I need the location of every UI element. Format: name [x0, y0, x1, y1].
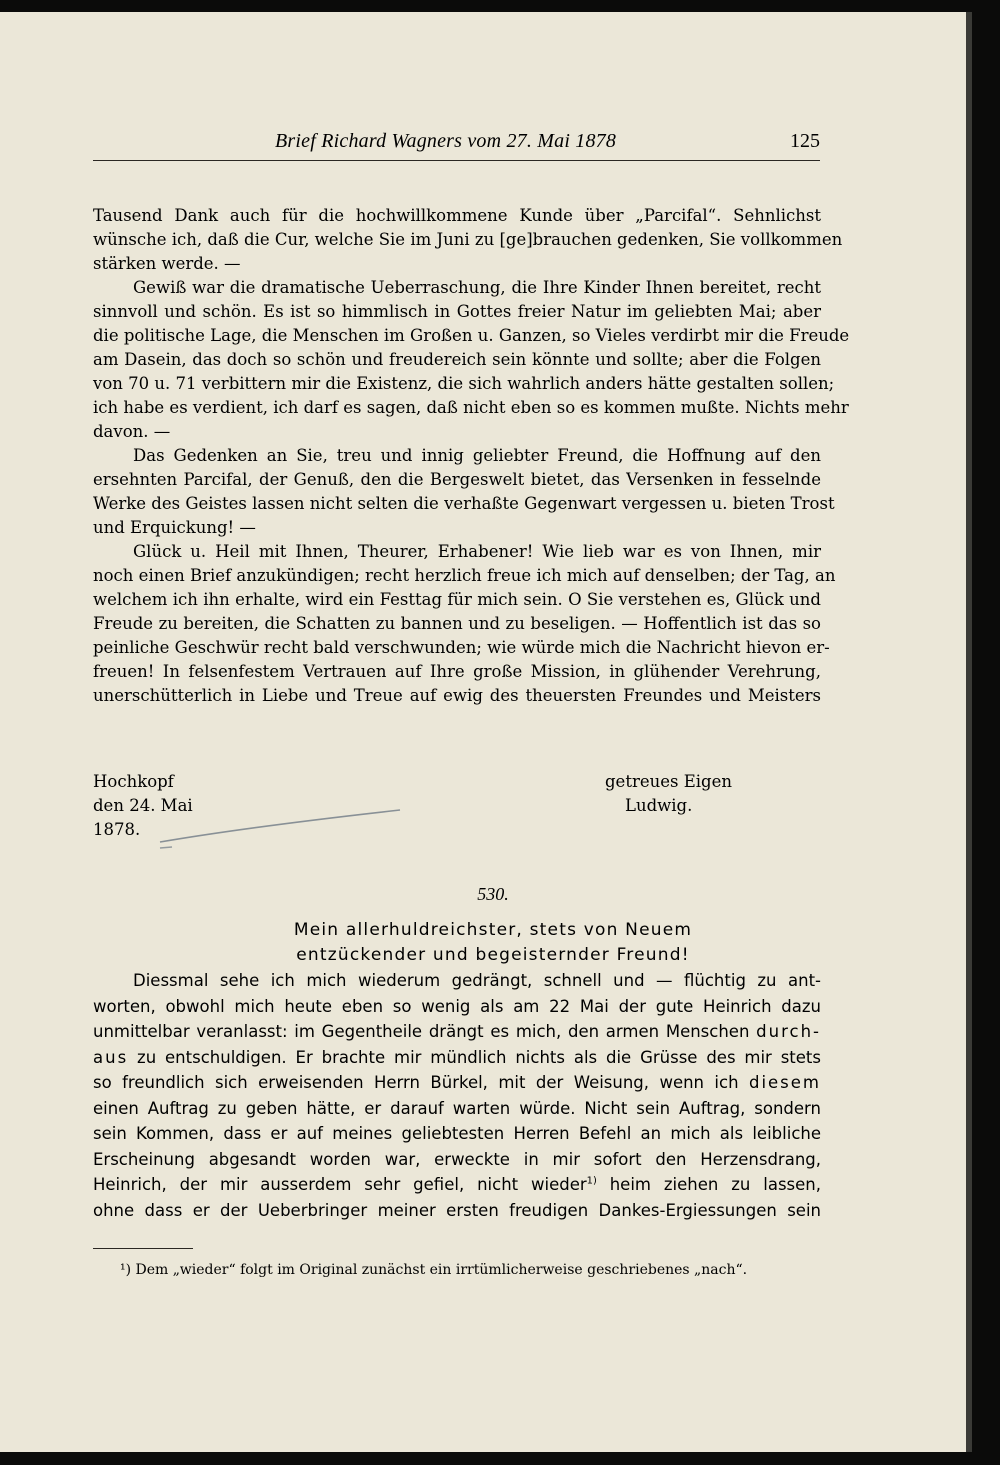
text-run: zu entschuldigen. Er brachte mir mündlich nichts als die Grüsse des mir stets [128, 1047, 821, 1067]
text-line [93, 1147, 821, 1173]
letter-530-body [93, 968, 821, 1223]
text-line: wünsche ich, daß die Cur, welche Sie im Juni zu [ge]brauchen gedenken, Sie vollkommen [93, 230, 843, 249]
text-line: davon. — [93, 422, 171, 441]
text-run: worten, obwohl mich heute eben so wenig als am 22 Mai der gute Heinrich dazu [93, 996, 821, 1016]
salutation-line-1: Mein allerhuldreichster, stets von Neuem [293, 920, 693, 940]
text-run: unmittelbar veranlasst: im Gegentheile drängt es mich, den armen Menschen [93, 1022, 757, 1041]
place: Hochkopf [93, 772, 174, 791]
running-title: Brief Richard Wagners vom 27. Mai 1878 [275, 130, 617, 152]
running-header [93, 126, 820, 161]
footnote-text: Dem „wieder“ folgt im Original zunächst ein irrtümlicherweise geschriebenes „nach“. [135, 1262, 748, 1278]
text-line [93, 994, 821, 1020]
text-run: sein Kommen, dass er auf meines geliebtesten Herren Befehl an mich als leibliche [93, 1124, 821, 1143]
text-line: Glück u. Heil mit Ihnen, Theurer, Erhabener! Wie lieb war es von Ihnen, mir [133, 542, 821, 561]
text-line [93, 1070, 821, 1096]
spaced-emphasis: aus [93, 1047, 129, 1067]
text-line [93, 1045, 821, 1071]
text-run: so freundlich sich erweisenden Herrn Bürkel, mit der Weisung, wenn ich [93, 1073, 749, 1092]
text-line: Tausend Dank auch für die hochwillkommene Kunde über „Parcifal“. Sehnlichst [93, 206, 821, 225]
text-line: von 70 u. 71 verbittern mir die Existenz, die sich wahrlich anders hätte gestalten sollen; [93, 374, 835, 393]
text-run: Heinrich, der mir ausserdem sehr gefiel, nicht wieder [93, 1175, 587, 1194]
text-line: am Dasein, das doch so schön und freudereich sein könnte und sollte; aber die Folgen [93, 350, 821, 369]
year: 1878. [93, 820, 141, 839]
text-line: freuen! In felsenfestem Vertrauen auf Ihre große Mission, in glühender Verehrung, [93, 662, 821, 681]
spaced-emphasis: diesem [748, 1073, 821, 1092]
text-line: die politische Lage, die Menschen im Großen u. Ganzen, so Vieles verdirbt mir die Freude [93, 326, 850, 345]
date-line: den 24. Mai [93, 796, 193, 815]
footnote-ref: 1) [586, 1175, 597, 1187]
signature [605, 770, 732, 818]
text-line: noch einen Brief anzukündigen; recht herzlich freue ich mich auf denselben; der Tag, an [93, 566, 836, 585]
text-run: Erscheinung abgesandt worden war, erweckte in mir sofort den Herzensdrang, [93, 1149, 821, 1169]
salutation-line-2: entzückender und begeisternder Freund! [296, 945, 690, 965]
text-line: sinnvoll und schön. Es ist so himmlisch in Gottes freier Natur im geliebten Mai; aber [93, 302, 821, 321]
text-line [93, 1019, 821, 1045]
text-line: ich habe es verdient, ich darf es sagen, daß nicht eben so es kommen mußte. Nichts mehr [93, 398, 849, 417]
text-line: stärken werde. — [93, 254, 241, 273]
text-line: Werke des Geistes lassen nicht selten die verhaßte Gegenwart vergessen u. bieten Trost [93, 494, 835, 513]
text-line [93, 1121, 821, 1147]
signer: Ludwig. [625, 796, 693, 815]
text-line [93, 968, 821, 994]
page-number: 125 [790, 130, 820, 152]
text-line: Gewiß war die dramatische Ueberraschung, die Ihre Kinder Ihnen bereitet, recht [133, 278, 821, 297]
spaced-emphasis: durch- [756, 1022, 821, 1041]
text-run: ohne dass er der Ueberbringer meiner ersten freudigen Dankes-Ergiessungen sein [93, 1200, 821, 1220]
closing: getreues Eigen [605, 772, 732, 791]
letter-529-body [93, 204, 850, 708]
salutation [0, 918, 966, 968]
text-line [93, 1172, 821, 1198]
text-line [93, 1198, 821, 1224]
text-line: Freude zu bereiten, die Schatten zu bannen und zu beseligen. — Hoffentlich ist das so [93, 614, 821, 633]
footnote-marker: ¹) [120, 1262, 132, 1278]
text-run: heim ziehen zu lassen, [596, 1175, 822, 1194]
footnote [120, 1260, 840, 1280]
pencil-mark [150, 800, 410, 850]
text-line: ersehnten Parcifal, der Genuß, den die Bergeswelt bietet, das Versenken in fesselnde [93, 470, 821, 489]
page-edge [966, 12, 972, 1452]
text-line: unerschütterlich in Liebe und Treue auf ewig des theuersten Freundes und Meisters [93, 686, 821, 705]
text-line: welchem ich ihn erhalte, wird ein Festtag für mich sein. O Sie verstehen es, Glück und [93, 590, 821, 609]
text-line: peinliche Geschwür recht bald verschwunden; wie würde mich die Nachricht hievon er- [93, 638, 830, 657]
text-run: einen Auftrag zu geben hätte, er darauf warten würde. Nicht sein Auftrag, sondern [93, 1098, 821, 1118]
text-line: Das Gedenken an Sie, treu und innig geliebter Freund, die Hoffnung auf den [133, 446, 821, 465]
footnote-rule [93, 1248, 193, 1249]
text-run: Diessmal sehe ich mich wiederum gedrängt, schnell und — flüchtig zu ant- [133, 971, 821, 990]
letter-number: 530. [477, 884, 509, 904]
text-line [93, 1096, 821, 1122]
text-line: und Erquickung! — [93, 518, 256, 537]
